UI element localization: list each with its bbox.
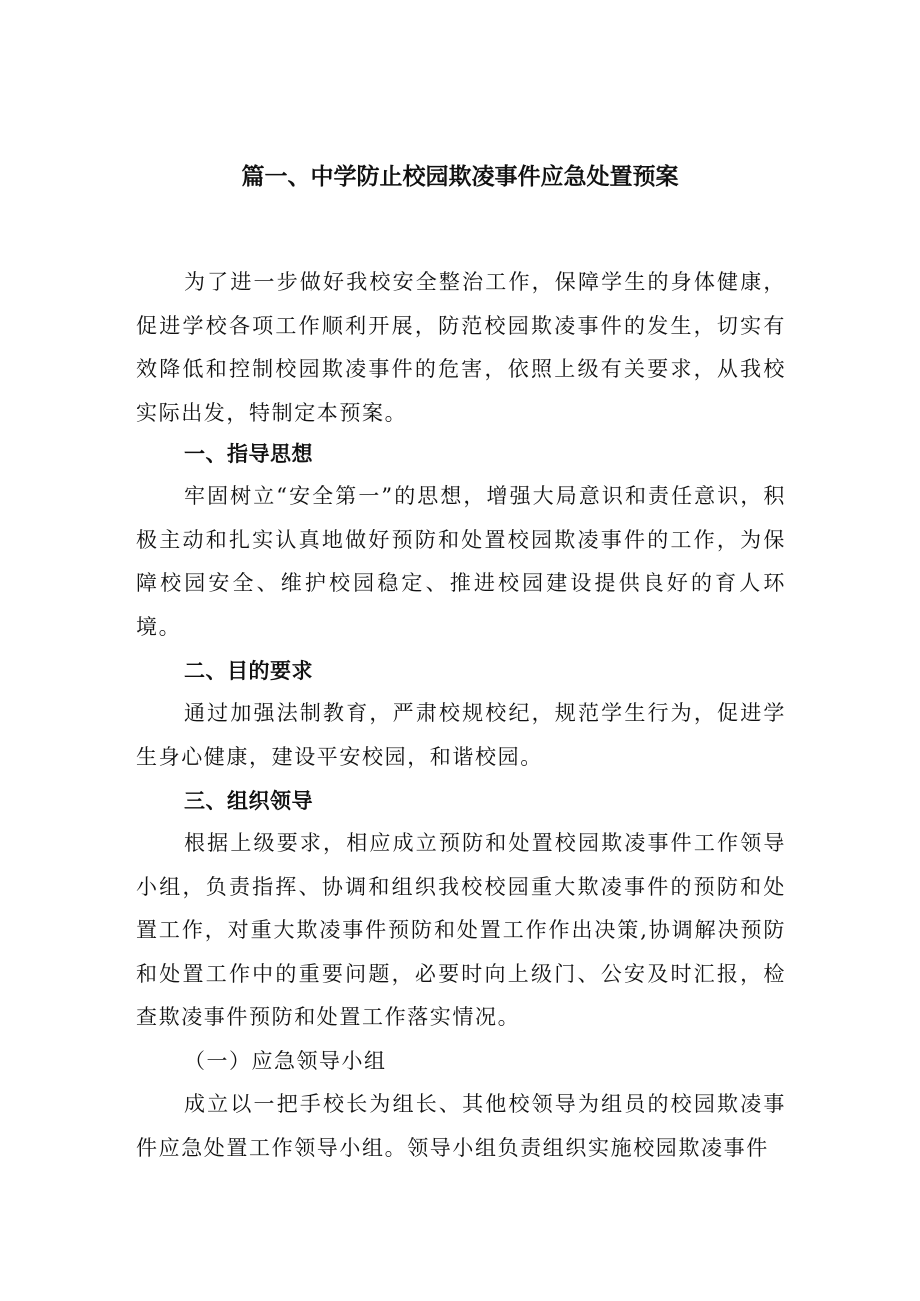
- section-body-guiding-ideology: 牢固树立“安全第一”的思想，增强大局意识和责任意识，积极主动和扎实认真地做好预防和处置校园欺凌事件的工作，为保障校园安全、维护校园稳定、推进校园建设提供良好的育人环境。: [136, 484, 786, 639]
- section-heading-guiding-ideology: 一、指导思想: [184, 442, 313, 466]
- document-title: 篇一、中学防止校园欺凌事件应急处置预案: [241, 164, 679, 190]
- intro-paragraph: 为了进一步做好我校安全整治工作，保障学生的身体健康，促进学校各项工作顺利开展，防范校园欺凌事件的发生，切实有效降低和控制校园欺凌事件的危害，依照上级有关要求，从我校实际出发，特制定本预案。: [136, 270, 786, 425]
- section-heading-objectives: 二、目的要求: [184, 659, 313, 683]
- section-body-organization: 根据上级要求，相应成立预防和处置校园欺凌事件工作领导小组，负责指挥、协调和组织我校校园重大欺凌事件的预防和处置工作，对重大欺凌事件预防和处置工作作出决策,协调解决预防和处置工作中的重要问题，必要时向上级门、公安及时汇报，检查欺凌事件预防和处置工作落实情况。: [136, 831, 786, 1029]
- subsection-body-leadership-group: 成立以一把手校长为组长、其他校领导为组员的校园欺凌事件应急处置工作领导小组。领导小组负责组织实施校园欺凌事件: [136, 1092, 786, 1160]
- subsection-heading-leadership-group: （一）应急领导小组: [184, 1049, 387, 1073]
- section-heading-organization: 三、组织领导: [184, 789, 313, 813]
- section-body-objectives: 通过加强法制教育，严肃校规校纪，规范学生行为，促进学生身心健康，建设平安校园，和谐校园。: [136, 701, 786, 769]
